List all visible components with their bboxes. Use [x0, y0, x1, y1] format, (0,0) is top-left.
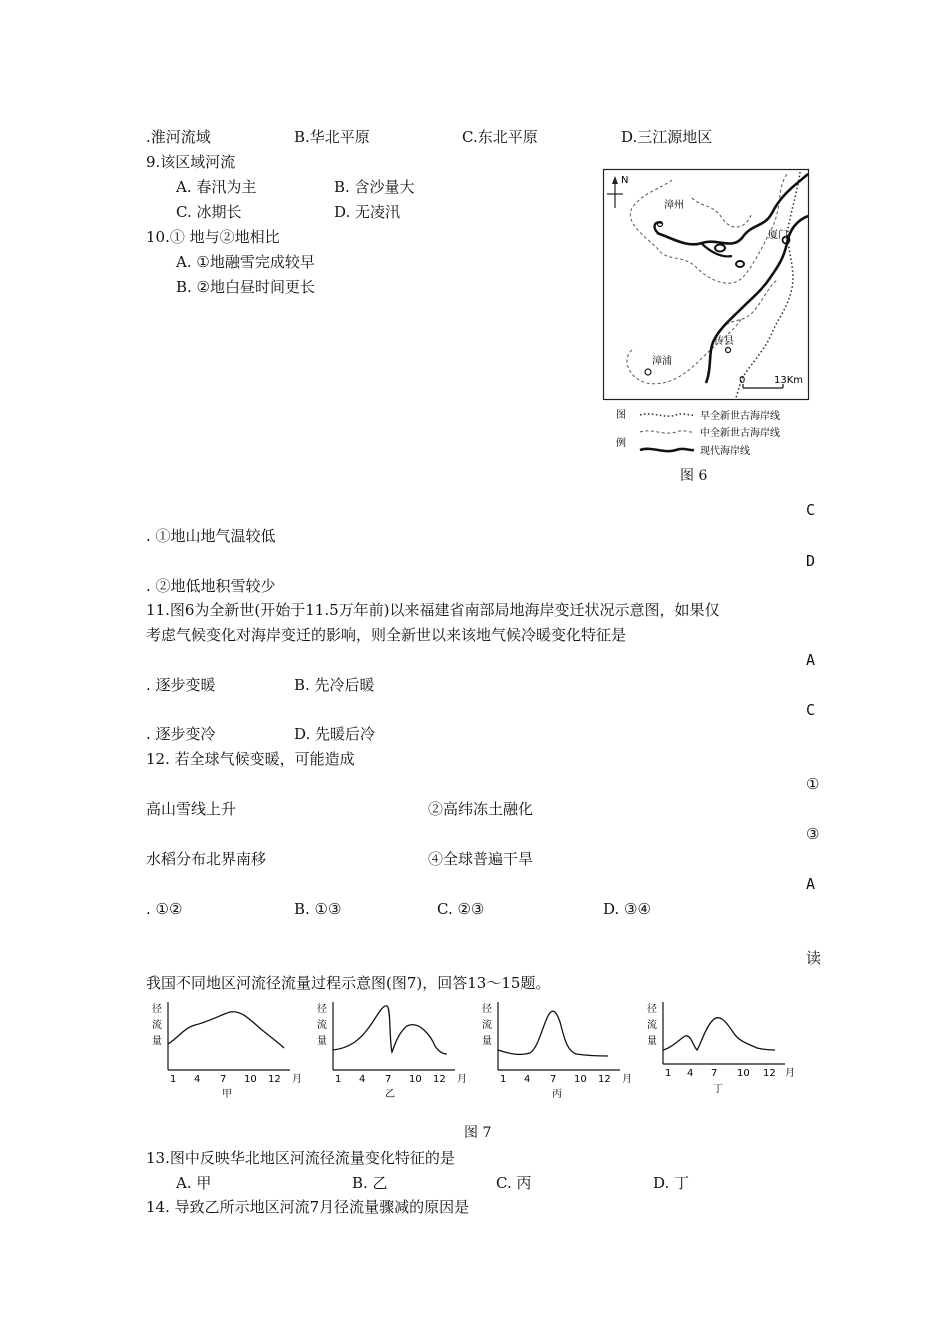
- place-zhangzhou: 漳州: [664, 200, 684, 211]
- early-coastline: [736, 172, 800, 398]
- svg-text:7: 7: [385, 1074, 392, 1085]
- figure-7-caption: 图 7: [464, 1125, 492, 1141]
- figure-6-caption: 图 6: [680, 468, 708, 484]
- label-jia: 甲: [222, 1089, 232, 1100]
- intro-lead: 读: [806, 949, 822, 967]
- zhangpu-marker: [645, 369, 651, 375]
- q12-item1: 高山雪线上升: [146, 800, 237, 818]
- q9-option-a: A. 春汛为主: [176, 178, 257, 196]
- q12-item3: 水稻分布北界南移: [146, 850, 267, 868]
- place-zhangpu: 漳浦: [652, 356, 672, 367]
- label-ding: 丁: [713, 1084, 723, 1095]
- svg-text:月: 月: [622, 1074, 632, 1085]
- label-yi: 乙: [385, 1089, 395, 1100]
- svg-text:流: 流: [152, 1020, 162, 1031]
- q8-option-b: B.华北平原: [294, 128, 370, 146]
- q12-option-c: C. ②③: [437, 900, 485, 918]
- q13-option-b: B. 乙: [352, 1174, 388, 1192]
- q12-item2: ②高纬冻土融化: [428, 800, 534, 818]
- svg-text:10: 10: [409, 1074, 422, 1085]
- svg-text:1: 1: [335, 1074, 342, 1085]
- svg-text:量: 量: [317, 1036, 327, 1047]
- svg-text:4: 4: [194, 1074, 201, 1085]
- q11-stem-line1: 11.图6为全新世(开始于11.5万年前)以来福建省南部局地海岸变迁状况示意图，如果仅: [146, 601, 720, 619]
- scale-km: 13Km: [774, 375, 804, 386]
- q11-option-c-letter: C: [806, 701, 816, 719]
- svg-text:流: 流: [482, 1020, 492, 1031]
- q10-option-d-letter: D: [806, 552, 816, 570]
- q10-option-c-letter: C: [806, 501, 816, 519]
- legend-mid: 中全新世古海岸线: [700, 428, 780, 439]
- q9-option-c: C. 冰期长: [176, 203, 242, 221]
- svg-text:7: 7: [711, 1068, 718, 1079]
- hydrograph-ding: [647, 1002, 795, 1095]
- legend-modern: 现代海岸线: [700, 446, 750, 457]
- svg-text:10: 10: [574, 1074, 587, 1085]
- q9-stem: 9.该区域河流: [146, 153, 236, 171]
- dongshan-marker: [726, 348, 731, 353]
- legend-label-1: 图: [616, 410, 626, 421]
- svg-text:月: 月: [292, 1074, 302, 1085]
- figure-6-map: [602, 168, 814, 460]
- q8-option-a: .淮河流域: [146, 128, 211, 146]
- svg-text:4: 4: [524, 1074, 531, 1085]
- svg-text:7: 7: [220, 1074, 227, 1085]
- intro-text: 我国不同地区河流径流量过程示意图(图7)，回答13～15题。: [146, 974, 551, 992]
- svg-text:12: 12: [268, 1074, 281, 1085]
- q12-option-b: B. ①③: [294, 900, 342, 918]
- q12-option-a: . ①②: [146, 900, 183, 918]
- q11-option-b: B. 先冷后暖: [294, 676, 375, 694]
- place-xiamen: 厦门: [768, 230, 788, 241]
- q12-item4: ④全球普遍干旱: [428, 850, 534, 868]
- svg-text:12: 12: [433, 1074, 446, 1085]
- q10-option-b: B. ②地白昼时间更长: [176, 278, 316, 296]
- q8-option-d: D.三江源地区: [621, 128, 713, 146]
- svg-text:流: 流: [647, 1020, 657, 1031]
- q10-stem: 10.① 地与②地相比: [146, 228, 280, 246]
- q13-stem: 13.图中反映华北地区河流径流量变化特征的是: [146, 1149, 455, 1167]
- q12-option-d: D. ③④: [603, 900, 651, 918]
- svg-text:量: 量: [152, 1036, 162, 1047]
- q14-stem: 14. 导致乙所示地区河流7月径流量骤减的原因是: [146, 1198, 470, 1216]
- q13-option-a: A. 甲: [176, 1174, 212, 1192]
- q10-option-c: . ①地山地气温较低: [146, 527, 276, 545]
- q10-option-a: A. ①地融雪完成较早: [176, 253, 315, 271]
- svg-text:1: 1: [170, 1074, 177, 1085]
- hydrograph-jia: [152, 1002, 302, 1100]
- q11-option-c: . 逐步变冷: [146, 725, 216, 743]
- svg-text:12: 12: [763, 1068, 776, 1079]
- q10-option-d: . ②地低地积雪较少: [146, 577, 276, 595]
- q11-stem-line2: 考虑气候变化对海岸变迁的影响，则全新世以来该地气候冷暖变化特征是: [146, 626, 627, 644]
- figure-7-hydrographs: [150, 998, 810, 1102]
- hydrograph-bing: [482, 1002, 632, 1100]
- q12-item1-mark: ①: [806, 775, 820, 793]
- svg-text:4: 4: [687, 1068, 694, 1079]
- svg-text:4: 4: [359, 1074, 366, 1085]
- q8-option-c: C.东北平原: [462, 128, 538, 146]
- svg-text:10: 10: [737, 1068, 750, 1079]
- q11-option-d: D. 先暖后冷: [294, 725, 376, 743]
- svg-text:1: 1: [665, 1068, 672, 1079]
- q11-option-a-letter: A: [806, 651, 816, 669]
- svg-text:月: 月: [457, 1074, 467, 1085]
- q11-option-a: . 逐步变暖: [146, 676, 216, 694]
- svg-text:径: 径: [152, 1004, 162, 1015]
- scale-zero: 0: [739, 375, 746, 386]
- q9-option-b: B. 含沙量大: [334, 178, 415, 196]
- q12-item3-mark: ③: [806, 825, 820, 843]
- svg-text:7: 7: [550, 1074, 557, 1085]
- svg-text:1: 1: [500, 1074, 507, 1085]
- north-label: N: [621, 175, 629, 186]
- q13-option-c: C. 丙: [496, 1174, 532, 1192]
- legend-label-2: 例: [616, 438, 626, 449]
- svg-text:月: 月: [785, 1068, 795, 1079]
- q13-option-d: D. 丁: [653, 1174, 690, 1192]
- svg-text:12: 12: [598, 1074, 611, 1085]
- q12-option-a-letter: A: [806, 875, 816, 893]
- svg-text:10: 10: [244, 1074, 257, 1085]
- svg-text:量: 量: [647, 1036, 657, 1047]
- svg-text:径: 径: [647, 1004, 657, 1015]
- q9-option-d: D. 无凌汛: [334, 203, 401, 221]
- q12-stem: 12. 若全球气候变暖，可能造成: [146, 750, 355, 768]
- svg-text:径: 径: [482, 1004, 492, 1015]
- label-bing: 丙: [552, 1089, 562, 1100]
- hydrograph-yi: [317, 1002, 467, 1100]
- legend-early: 早全新世古海岸线: [700, 411, 780, 422]
- place-dongshan: 传县: [714, 336, 734, 347]
- svg-text:流: 流: [317, 1020, 327, 1031]
- svg-text:径: 径: [317, 1004, 327, 1015]
- svg-text:量: 量: [482, 1036, 492, 1047]
